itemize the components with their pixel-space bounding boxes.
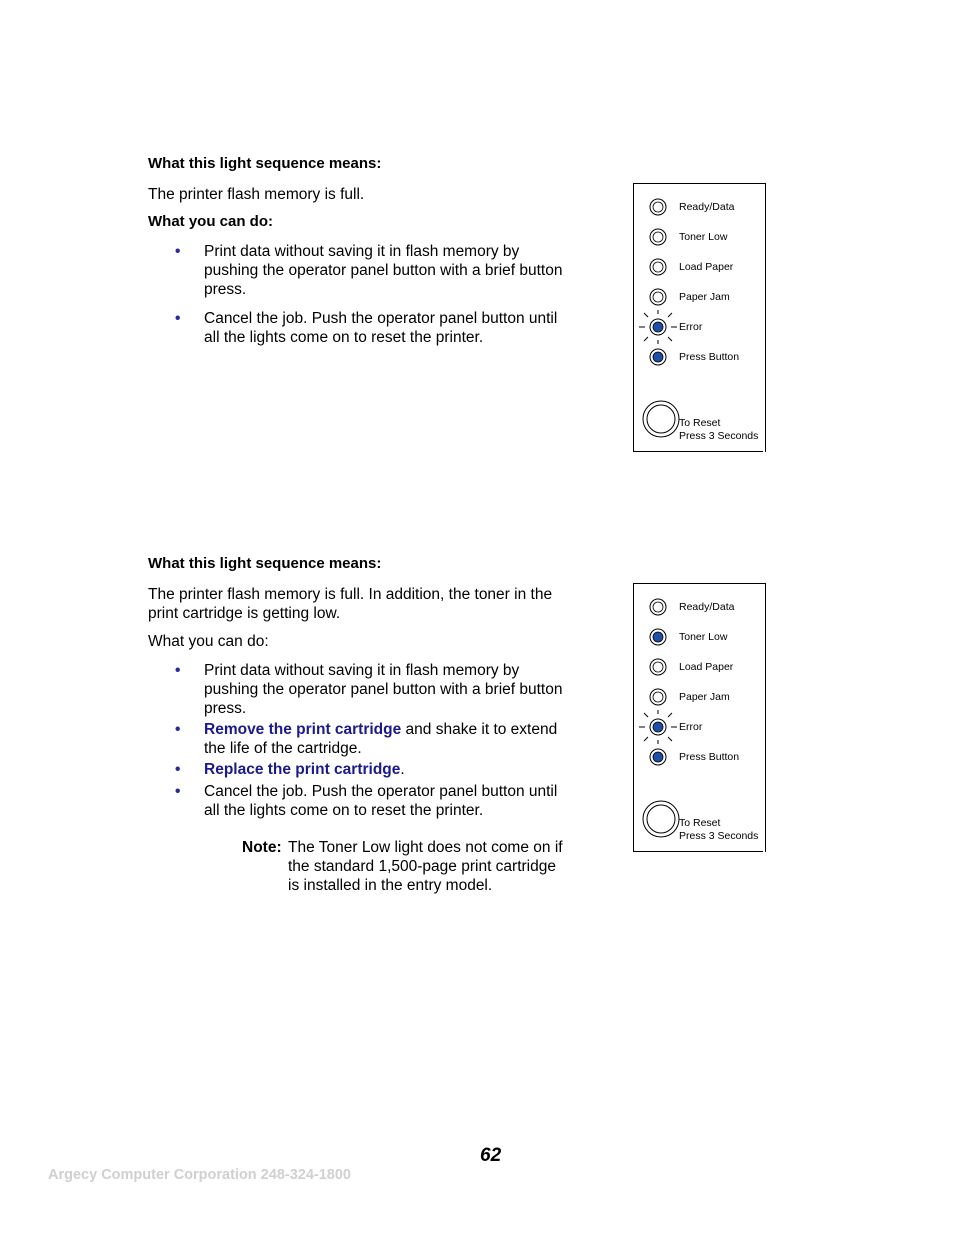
panel-light-row (634, 317, 765, 339)
panel-light-label: Load Paper (679, 261, 734, 273)
operator-panel-diagram (633, 583, 766, 852)
section1-do-heading: What you can do: (148, 213, 273, 230)
led-off-icon (650, 229, 666, 245)
led-off-icon (650, 659, 666, 675)
bullet-icon: • (175, 721, 181, 738)
reset-button-icon (642, 800, 680, 838)
led-off-icon (650, 599, 666, 615)
led-off-icon (650, 199, 666, 215)
panel-light-label: Toner Low (679, 631, 728, 643)
section2-means-heading: What this light sequence means: (148, 555, 382, 572)
led-off-icon (650, 689, 666, 705)
section2-means-text: The printer flash memory is full. In addition, the toner in the print cartridge is getting low. (148, 586, 553, 622)
panel-light-label: Paper Jam (679, 291, 730, 303)
section1-bullet-list (148, 242, 568, 347)
panel-light-label: Error (679, 321, 703, 333)
reset-instruction-label: To Reset Press 3 Seconds (679, 817, 759, 842)
panel-light-label: Press Button (679, 751, 740, 763)
led-on-icon (650, 349, 666, 365)
led-blinking-icon (650, 319, 666, 335)
section2-do-heading: What you can do: (148, 633, 269, 650)
list-item: • Replace the print cartridge. (175, 761, 405, 778)
panel-light-row (634, 287, 765, 309)
section1-means-text: The printer flash memory is full. (148, 186, 365, 203)
page-number: 62 (480, 1145, 502, 1166)
list-item: • Cancel the job. Push the operator panel button until all the lights come on to reset the printer. (175, 310, 558, 346)
panel-light-row (634, 657, 765, 679)
panel-light-label: Load Paper (679, 661, 734, 673)
list-item: • Cancel the job. Push the operator panel button until all the lights come on to reset the printer. (175, 783, 558, 819)
led-blinking-icon (650, 719, 666, 735)
note-label: Note: (242, 839, 282, 856)
replace-cartridge-link[interactable]: Replace the print cartridge (204, 761, 401, 778)
operator-panel-diagram (633, 183, 766, 452)
panel-light-row (634, 197, 765, 219)
panel-light-label: Paper Jam (679, 691, 730, 703)
panel-light-row (634, 627, 765, 649)
panel-light-label: Error (679, 721, 703, 733)
panel-light-label: Toner Low (679, 231, 728, 243)
reset-button-icon (642, 400, 680, 438)
reset-instruction-label: To Reset Press 3 Seconds (679, 417, 759, 442)
panel-light-row (634, 257, 765, 279)
panel-light-row (634, 717, 765, 739)
bullet-icon: • (175, 761, 181, 778)
list-item: • Remove the print cartridge and shake it to extend the life of the cartridge. (175, 721, 558, 757)
led-off-icon (650, 289, 666, 305)
panel-light-row (634, 597, 765, 619)
panel-light-label: Ready/Data (679, 201, 735, 213)
led-on-icon (650, 629, 666, 645)
section2-bullet-list (148, 661, 568, 820)
bullet-icon: • (175, 662, 181, 679)
note-text: The Toner Low light does not come on if the standard 1,500-page print cartridge is installed in the entry model. (288, 839, 563, 894)
bullet-icon: • (175, 243, 181, 260)
footer-text: Argecy Computer Corporation 248-324-1800 (48, 1167, 351, 1183)
panel-light-row (634, 227, 765, 249)
list-item: • Print data without saving it in flash memory by pushing the operator panel button with a brief button press. (175, 243, 563, 298)
section1-means-heading: What this light sequence means: (148, 155, 382, 172)
led-off-icon (650, 259, 666, 275)
bullet-icon: • (175, 310, 181, 327)
bullet-icon: • (175, 783, 181, 800)
led-on-icon (650, 749, 666, 765)
panel-light-label: Press Button (679, 351, 740, 363)
panel-light-row (634, 687, 765, 709)
list-item: • Print data without saving it in flash memory by pushing the operator panel button with a brief button press. (175, 662, 563, 717)
panel-light-row (634, 747, 765, 769)
panel-light-row (634, 347, 765, 369)
remove-cartridge-link[interactable]: Remove the print cartridge (204, 721, 402, 738)
panel-light-label: Ready/Data (679, 601, 735, 613)
